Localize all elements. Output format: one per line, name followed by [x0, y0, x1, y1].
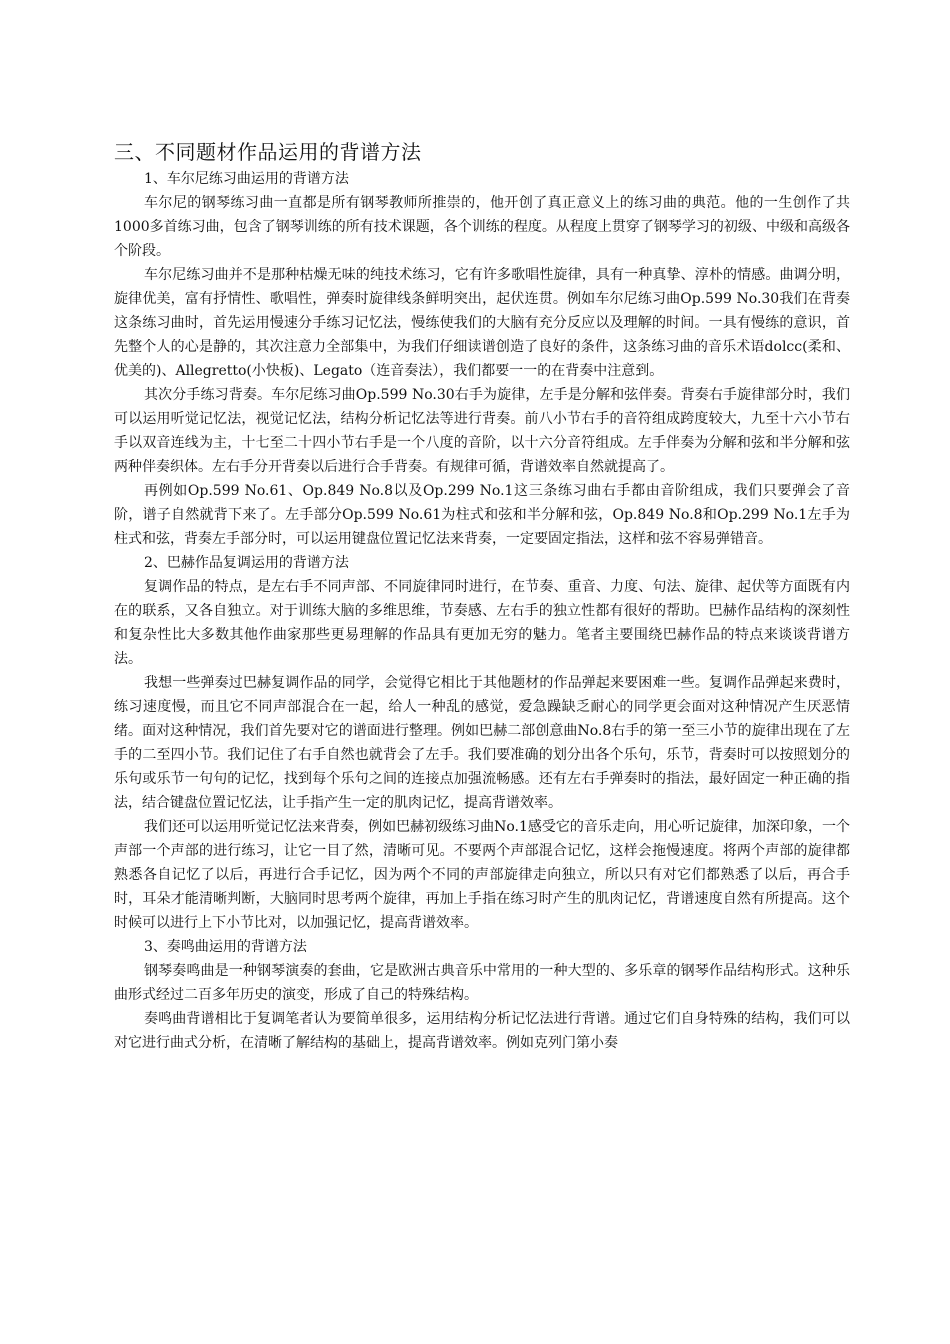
paragraph: 我想一些弹奏过巴赫复调作品的同学，会觉得它相比于其他题材的作品弹起来要困难一些。复调作品弹起来费时，练习速度慢，而且它不同声部混合在一起，给人一种乱的感觉，爱急躁缺乏耐心的同学更会面对这种情况产生厌恶情绪。面对这种情况，我们首先要对它的谱面进行整理。例如巴赫二部创意曲No.8右手的第一至三小节的旋律出现在了左手的二至四小节。我们记住了右手自然也就背会了左手。我们要准确的划分出各个乐句，乐节，背奏时可以按照划分的乐句或乐节一句句的记忆，找到每个乐句之间的连接点加强流畅感。还有左右手弹奏时的指法，最好固定一种正确的指法，结合键盘位置记忆法，让手指产生一定的肌肉记忆，提高背谱效率。 [114, 675, 850, 811]
section-title: 三、不同题材作品运用的背谱方法 [114, 140, 422, 164]
paragraph: 奏鸣曲背谱相比于复调笔者认为要简单很多，运用结构分析记忆法进行背谱。通过它们自身特殊的结构，我们可以对它进行曲式分析，在清晰了解结构的基础上，提高背谱效率。例如克列门第小奏 [114, 1011, 850, 1051]
paragraph: 其次分手练习背奏。车尔尼练习曲Op.599 No.30右手为旋律，左手是分解和弦伴奏。背奏右手旋律部分时，我们可以运用听觉记忆法，视觉记忆法，结构分析记忆法等进行背奏。前八小节右手的音符组成跨度较大，九至十六小节右手以双音连线为主，十七至二十四小节右手是一个八度的音阶，以十六分音符组成。左手伴奏为分解和弦和半分解和弦两种伴奏织体。左右手分开背奏以后进行合手背奏。有规律可循，背谱效率自然就提高了。 [114, 387, 850, 475]
subsection-bach [114, 551, 850, 935]
subsection-heading: 2、巴赫作品复调运用的背谱方法 [144, 555, 349, 571]
paragraph: 车尔尼练习曲并不是那种枯燥无味的纯技术练习，它有许多歌唱性旋律，具有一种真挚、淳朴的情感。曲调分明，旋律优美，富有抒情性、歌唱性，弹奏时旋律线条鲜明突出，起伏连贯。例如车尔尼练习曲Op.599 No.30我们在背奏这条练习曲时，首先运用慢速分手练习记忆法，慢练使我们的大脑有充分反应以及理解的时间。一具有慢练的意识，首先整个人的心是静的，其次注意力全部集中，为我们仔细读谱创造了良好的条件，这条练习曲的音乐术语dolcc(柔和、优美的)、Allegretto(小快板)、Legato（连音奏法），我们都要一一的在背奏中注意到。 [114, 267, 850, 379]
paragraph: 车尔尼的钢琴练习曲一直都是所有钢琴教师所推崇的，他开创了真正意义上的练习曲的典范。他的一生创作了共1000多首练习曲，包含了钢琴训练的所有技术课题，各个训练的程度。从程度上贯穿了钢琴学习的初级、中级和高级各个阶段。 [114, 195, 850, 259]
paragraph: 再例如Op.599 No.61、Op.849 No.8以及Op.299 No.1这三条练习曲右手都由音阶组成，我们只要弹会了音阶，谱子自然就背下来了。左手部分Op.599 No.61为柱式和弦和半分解和弦，Op.849 No.8和Op.299 No.1左手为柱式和弦，背奏左手部分时，可以运用键盘位置记忆法来背奏，一定要固定指法，这样和弦不容易弹错音。 [114, 483, 850, 547]
subsection-heading: 3、奏鸣曲运用的背谱方法 [144, 939, 307, 955]
subsection-heading: 1、车尔尼练习曲运用的背谱方法 [144, 171, 349, 187]
paragraph: 复调作品的特点，是左右手不同声部、不同旋律同时进行，在节奏、重音、力度、句法、旋律、起伏等方面既有内在的联系，又各自独立。对于训练大脑的多维思维，节奏感、左右手的独立性都有很好的帮助。巴赫作品结构的深刻性和复杂性比大多数其他作曲家那些更易理解的作品具有更加无穷的魅力。笔者主要围绕巴赫作品的特点来谈谈背谱方法。 [114, 579, 850, 667]
paragraph: 我们还可以运用听觉记忆法来背奏，例如巴赫初级练习曲No.1感受它的音乐走向，用心听记旋律，加深印象，一个声部一个声部的进行练习，让它一目了然，清晰可见。不要两个声部混合记忆，这样会拖慢速度。将两个声部的旋律都熟悉各自记忆了以后，再进行合手记忆，因为两个不同的声部旋律走向独立，所以只有对它们都熟悉了以后，再合手时，耳朵才能清晰判断，大脑同时思考两个旋律，再加上手指在练习时产生的肌肉记忆，背谱速度自然有所提高。这个时候可以进行上下小节比对，以加强记忆，提高背谱效率。 [114, 819, 850, 931]
subsection-czerny [114, 167, 850, 551]
document-page [114, 138, 850, 1055]
subsection-sonata [114, 935, 850, 1055]
paragraph: 钢琴奏鸣曲是一种钢琴演奏的套曲，它是欧洲古典音乐中常用的一种大型的、多乐章的钢琴作品结构形式。这种乐曲形式经过二百多年历史的演变，形成了自己的特殊结构。 [114, 963, 850, 1003]
